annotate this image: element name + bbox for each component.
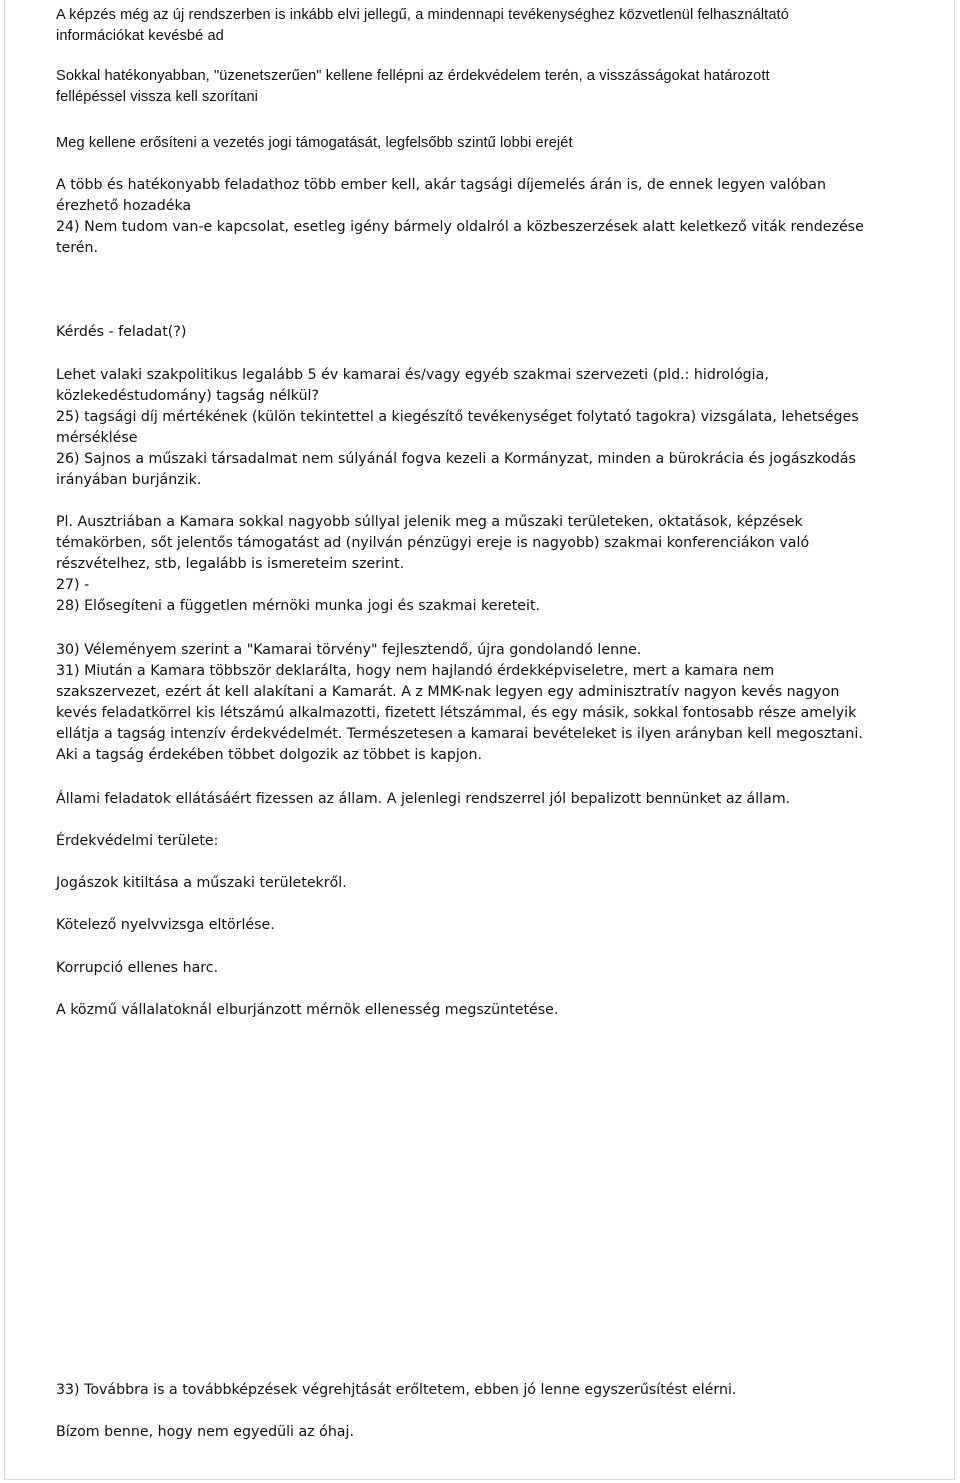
paragraph-advocacy: Sokkal hatékonyabban, "üzenetszerűen" kellene fellépni az érdekvédelem terén, a visszásságokat határozott fellépéssel vissza kell szorítani — [56, 68, 770, 105]
paragraph-chamber-law: 30) Véleményem szerint a "Kamarai törvény" fejlesztendő, újra gondolandó lenne. 31) Miután a Kamara többször deklarálta, hogy nem hajlandó érdekképviseletre, mert a kamara nem szakszervezet, ezért át kell alakítani a Kamarát. A z MMK-nak legyen egy adminisztratív nagyon kevés nagyon kevés feladatkörrel kis létszámú alkalmazotti, fizetett létszámmal, és egy másik, sokkal fontosabb része amelyik ellátja a tagság intenzív érdekvédelmét. Természetesen a kamarai bevételeket is ilyen arányban kell megosztani. Aki a tagság érdekében többet dolgozik az többet is kapjon. — [56, 642, 863, 763]
paragraph-state-tasks: Állami feladatok ellátásáért fizessen az állam. A jelenlegi rendszerrel jól bepalizott bennünket az állam. — [56, 791, 791, 807]
paragraph-utility-companies: A közmű vállalatoknál elburjánzott mérnök ellenesség megszüntetése. — [56, 1002, 559, 1018]
paragraph-advocacy-area: Érdekvédelmi területe: — [56, 833, 219, 849]
paragraph-specialist-policy: Lehet valaki szakpolitikus legalább 5 év kamarai és/vagy egyéb szakmai szervezeti (pld.: hidrológia, közlekedéstudomány) tagság nélkül? 25) tagsági díj mértékének (külön tekintettel a kiegészítő tevékenységet folytató tagokra) vizsgálata, lehetséges mérséklése 26) Sajnos a műszaki társadalmat nem súlyánál fogva kezeli a Kormányzat, minden a bürokrácia és jogászkodás irányában burjánzik. — [56, 367, 859, 488]
paragraph-austria-example: Pl. Ausztriában a Kamara sokkal nagyobb súllyal jelenik meg a műszaki területeken, oktatások, képzések témakörben, sőt jelentős támogatást ad (nyilván pénzügyi ereje is nagyobb) szakmai konferenciákon való részvételhez, stb, legalább is ismereteim szerint. 27) - 28) Elősegíteni a független mérnöki munka jogi és szakmai kereteit. — [56, 514, 810, 614]
paragraph-language-exam: Kötelező nyelvvizsga eltörlése. — [56, 917, 275, 933]
paragraph-question-task: Kérdés - feladat(?) — [56, 324, 187, 340]
paragraph-training: A képzés még az új rendszerben is inkább elvi jellegű, a mindennapi tevékenységhez közvetlenül felhasználtató információkat kevésbé ad — [56, 7, 789, 44]
paragraph-legal-support: Meg kellene erősíteni a vezetés jogi támogatását, legfelsőbb szintű lobbi erejét — [56, 135, 573, 151]
paragraph-closing-hope: Bízom benne, hogy nem egyedüli az óhaj. — [56, 1424, 354, 1440]
paragraph-further-training: 33) Továbbra is a továbbképzések végrehjtását erőltetem, ebben jó lenne egyszerűsítést elérni. — [56, 1382, 737, 1398]
paragraph-lawyers-ban: Jogászok kitiltása a műszaki területekről. — [56, 875, 347, 891]
paragraph-more-people: A több és hatékonyabb feladathoz több ember kell, akár tagsági díjemelés árán is, de ennek legyen valóban érezhető hozadéka 24) Nem tudom van-e kapcsolat, esetleg igény bármely oldalról a közbeszerzések alatt keletkező viták rendezése terén. — [56, 177, 864, 256]
paragraph-anti-corruption: Korrupció ellenes harc. — [56, 960, 219, 976]
